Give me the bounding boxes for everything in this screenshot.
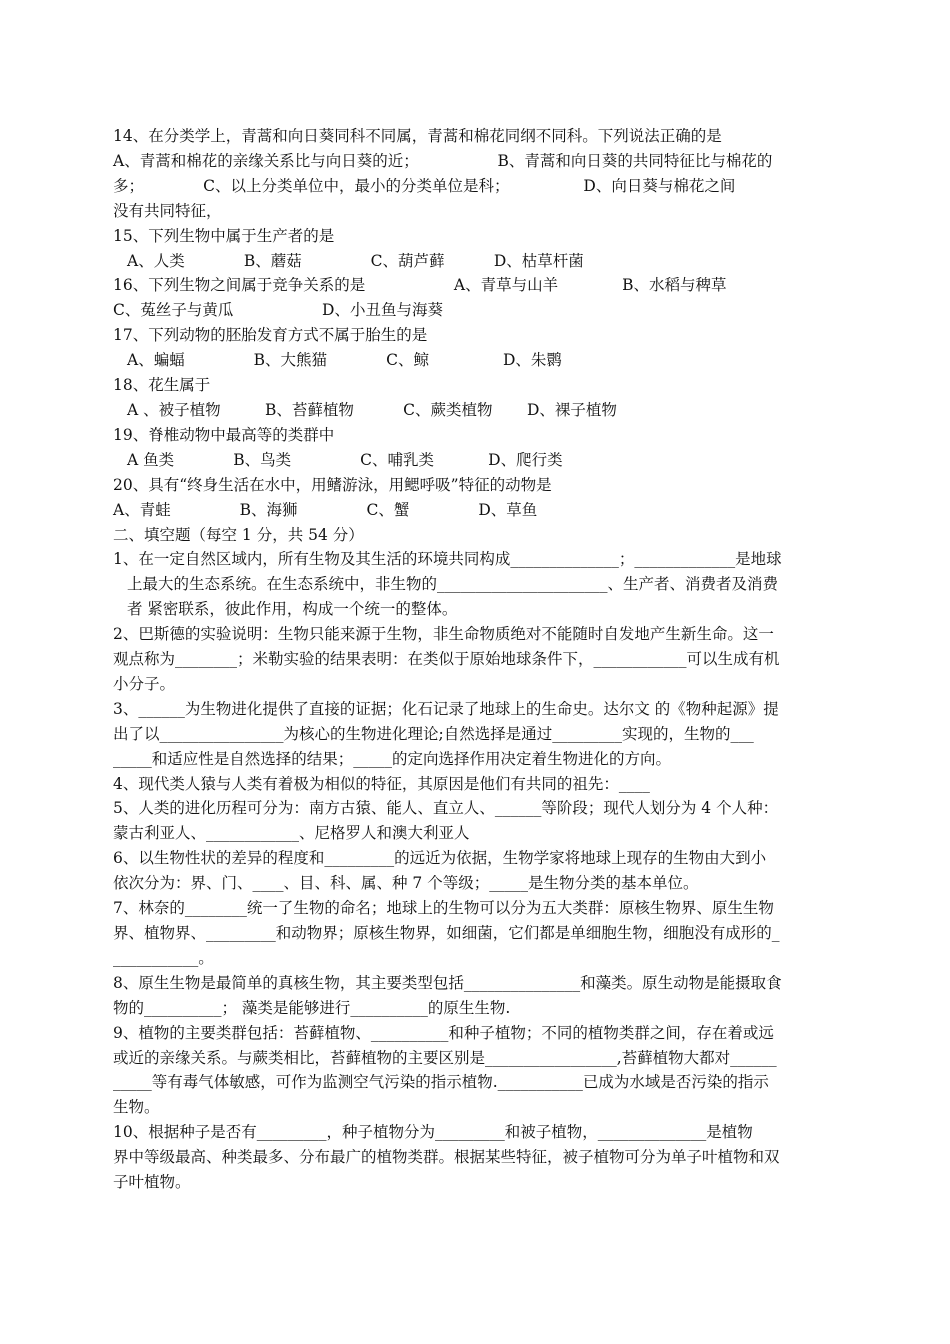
fill-2-line-2: 观点称为________；米勒实验的结果表明：在类似于原始地球条件下，____________可以生成有机 — [113, 650, 780, 669]
fill-9-line-1: 9、植物的主要类群包括：苔藓植物、__________和种子植物；不同的植物类群之间，存在着或远 — [113, 1023, 774, 1042]
fill-9-line-3: _____等有毒气体敏感，可作为监测空气污染的指示植物.___________已成为水域是否污染的指示 — [113, 1073, 769, 1092]
fill-8-line-1: 8、原生生物是最简单的真核生物，其主要类型包括_______________和藻类。原生动物是能摄取食 — [113, 973, 782, 992]
q14-stem: 14、在分类学上，青蒿和向日葵同科不同属，青蒿和棉花同纲不同科。下列说法正确的是 — [113, 127, 722, 145]
q18-stem: 18、花生属于 — [113, 376, 211, 395]
fill-4: 4、现代类人猿与人类有着极为相似的特征，其原因是他们有共同的祖先：____ — [113, 774, 650, 793]
fill-6-line-2: 依次分为：界、门、____、目、科、属、种 7 个等级；_____是生物分类的基本单位。 — [113, 874, 699, 893]
q17-options: A、蝙蝠 B、大熊猫 C、鲸 D、朱鹮 — [127, 351, 562, 370]
fill-2-line-3: 小分子。 — [113, 674, 176, 693]
fill-5-line-1: 5、人类的进化历程可分为：南方古猿、能人、直立人、______等阶段；现代人划分为 4 个人种： — [113, 799, 779, 818]
fill-6-line-1: 6、以生物性状的差异的程度和_________的远近为依据，生物学家将地球上现存的生物由大到小 — [113, 849, 767, 868]
q20-options: A、青蛙 B、海狮 C、蟹 D、草鱼 — [113, 500, 538, 519]
q14-options-line-2: 多； C、以上分类单位中，最小的分类单位是科； D、向日葵与棉花之间 — [113, 176, 736, 195]
fill-3-line-3: _____和适应性是自然选择的结果；_____的定向选择作用决定着生物进化的方向。 — [113, 749, 672, 768]
q19-stem: 19、脊椎动物中最高等的类群中 — [113, 425, 335, 444]
q17-stem: 17、下列动物的胚胎发育方式不属于胎生的是 — [113, 326, 428, 345]
q15-stem: 15、下列生物中属于生产者的是 — [113, 226, 335, 245]
fill-9-line-4: 生物。 — [113, 1098, 160, 1117]
q18-options: A 、被子植物 B、苔藓植物 C、蕨类植物 D、裸子植物 — [127, 400, 617, 419]
q15-options: A、人类 B、蘑菇 C、葫芦藓 D、枯草杆菌 — [127, 251, 584, 270]
fill-3-line-2: 出了以________________为核心的生物进化理论;自然选择是通过_________实现的，生物的___ — [113, 724, 754, 743]
fill-5-line-2: 蒙古利亚人、____________、尼格罗人和澳大利亚人 — [113, 824, 470, 843]
fill-8-line-2: 物的__________； 藻类是能够进行__________的原生生物. — [113, 998, 511, 1017]
q20-stem: 20、具有“终身生活在水中，用鳍游泳，用鳃呼吸”特征的动物是 — [113, 475, 552, 494]
fill-7-line-2: 界、植物界、_________和动物界；原核生物界，如细菌，它们都是单细胞生物，细胞没有成形的_ — [113, 924, 780, 942]
fill-1-line-3: 者 紧密联系，彼此作用，构成一个统一的整体。 — [127, 600, 458, 619]
q14-options-line-1: A、青蒿和棉花的亲缘关系比与向日葵的近； B、青蒿和向日葵的共同特征比与棉花的 — [113, 151, 773, 170]
fill-1-line-1: 1、在一定自然区域内，所有生物及其生活的环境共同构成______________；_____________是地球 — [113, 550, 782, 569]
q16-stem: 16、下列生物之间属于竞争关系的是 A、青草与山羊 B、水稻与稗草 — [113, 276, 727, 295]
fill-9-line-2: 或近的亲缘关系。与蕨类相比，苔藓植物的主要区别是_________________,苔藓植物大都对______ — [113, 1048, 777, 1067]
fill-10-line-1: 10、根据种子是否有_________，种子植物分为_________和被子植物，______________是植物 — [113, 1123, 753, 1142]
q16-options: C、菟丝子与黄瓜 D、小丑鱼与海葵 — [113, 301, 443, 320]
fill-10-line-2: 界中等级最高、种类最多、分布最广的植物类群。根据某些特征，被子植物可分为单子叶植物和双 — [113, 1148, 780, 1167]
fill-10-line-3: 子叶植物。 — [113, 1173, 191, 1192]
fill-3-line-1: 3、______为生物进化提供了直接的证据；化石记录了地球上的生命史。达尔文 的《物种起源》提 — [113, 699, 779, 718]
section-heading-fill-in: 二、填空题（每空 1 分，共 54 分） — [113, 525, 364, 544]
fill-7-line-1: 7、林奈的________统一了生物的命名；地球上的生物可以分为五大类群：原核生物界、原生生物 — [113, 899, 774, 918]
fill-7-line-3: ___________。 — [113, 948, 214, 967]
fill-2-line-1: 2、巴斯德的实验说明：生物只能来源于生物，非生命物质绝对不能随时自发地产生新生命。这一 — [113, 625, 774, 644]
worksheet-page — [113, 124, 843, 1195]
q19-options: A 鱼类 B、鸟类 C、哺乳类 D、爬行类 — [127, 450, 563, 469]
q14-options-line-3: 没有共同特征， — [113, 201, 222, 220]
fill-1-line-2: 上最大的生态系统。在生态系统中，非生物的______________________、生产者、消费者及消费 — [127, 575, 779, 594]
